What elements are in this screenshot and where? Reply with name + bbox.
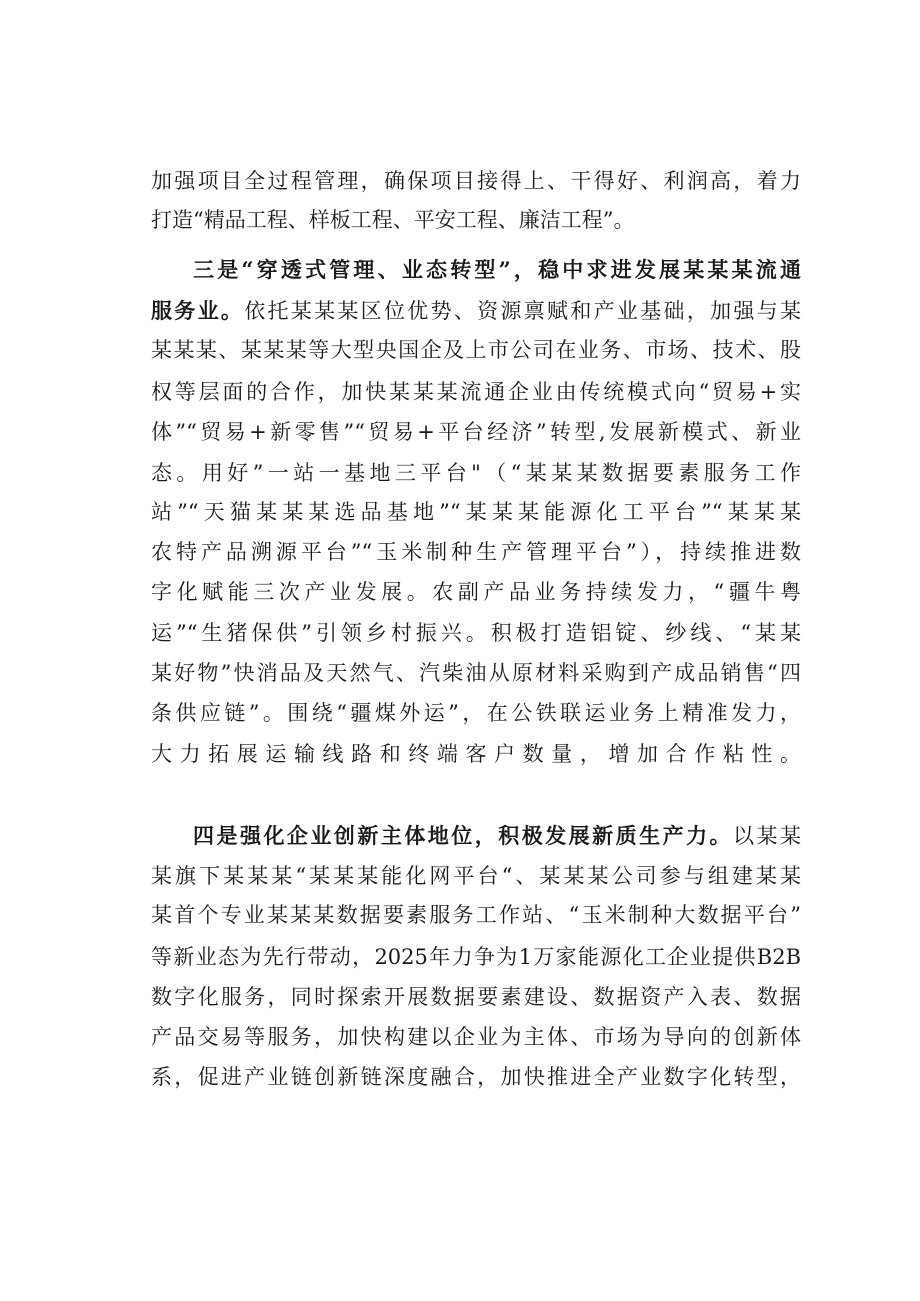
paragraph-3-line-6: 产品交易等服务，加快构建以企业为主体、市场为导向的创新体: [151, 1025, 801, 1049]
paragraph-2-line-2-rest: 依托某某某区位优势、资源禀赋和产业基础，加强与某: [244, 299, 801, 323]
paragraph-3-line-4: 等新业态为先行带动，2025年力争为1万家能源化工企业提供B2B: [151, 945, 801, 969]
paragraph-2-line-6: 态。用好”一站一基地三平台"（“某某某数据要素服务工作: [151, 461, 801, 485]
paragraph-2-line-5: 体”“贸易+新零售”“贸易+平台经济”转型,发展新模式、新业: [151, 420, 801, 444]
paragraph-3-line-2: 某旗下某某某“某某某能化网平台“、某某某公司参与组建某某: [151, 864, 801, 888]
paragraph-2-line-4: 权等层面的合作，加快某某某流通企业由传统模式向“贸易+实: [151, 380, 801, 404]
paragraph-2-line-7: 站”“天猫某某某选品基地”“某某某能源化工平台”“某某某: [151, 500, 801, 524]
paragraph-3-line-5: 数字化服务，同时探索开展数据要素建设、数据资产入表、数据: [151, 985, 801, 1009]
paragraph-3-line-1-rest: 以某某: [733, 824, 801, 848]
paragraph-2-heading-line-1: 三是“穿透式管理、业态转型”，稳中求进发展某某某流通: [193, 257, 801, 282]
paragraph-2-line-11: 某好物”快消品及天然气、汽柴油从原材料采购到产成品销售“四: [151, 661, 801, 685]
paragraph-1-line-2: 打造“精品工程、样板工程、平安工程、廉洁工程”。: [151, 208, 635, 232]
paragraph-3-heading: 四是强化企业创新主体地位，积极发展新质生产力。: [193, 823, 734, 848]
paragraph-2-heading-line-2: 服务业。: [151, 298, 245, 323]
paragraph-2-line-13: 大力拓展运输线路和终端客户数量，增加合作粘性。: [151, 742, 801, 766]
paragraph-2-line-14: [151, 773, 801, 813]
paragraph-2-line-3: 某某某、某某某等大型央国企及上市公司在业务、市场、技术、股: [151, 338, 801, 362]
paragraph-3-line-1: [193, 816, 801, 856]
paragraph-3-line-7: 系，促进产业链创新链深度融合，加快推进全产业数字化转型，: [151, 1065, 801, 1089]
paragraph-1-line-1: 加强项目全过程管理，确保项目接得上、干得好、利润高，着力: [151, 169, 801, 193]
paragraph-2-line-2: [151, 291, 801, 331]
paragraph-2-line-12: 条供应链”。围绕“疆煤外运”，在公铁联运业务上精准发力，: [151, 701, 801, 725]
paragraph-2-line-10: 运”“生猪保供”引领乡村振兴。积极打造铝锭、纱线、“某某: [151, 621, 801, 645]
paragraph-3-line-3: 某首个专业某某某数据要素服务工作站、“玉米制种大数据平台”: [151, 903, 801, 927]
paragraph-2-line-9: 字化赋能三次产业发展。农副产品业务持续发力，“疆牛粤: [151, 580, 801, 604]
paragraph-2-line-8: 农特产品溯源平台”“玉米制种生产管理平台”），持续推进数: [151, 540, 801, 564]
